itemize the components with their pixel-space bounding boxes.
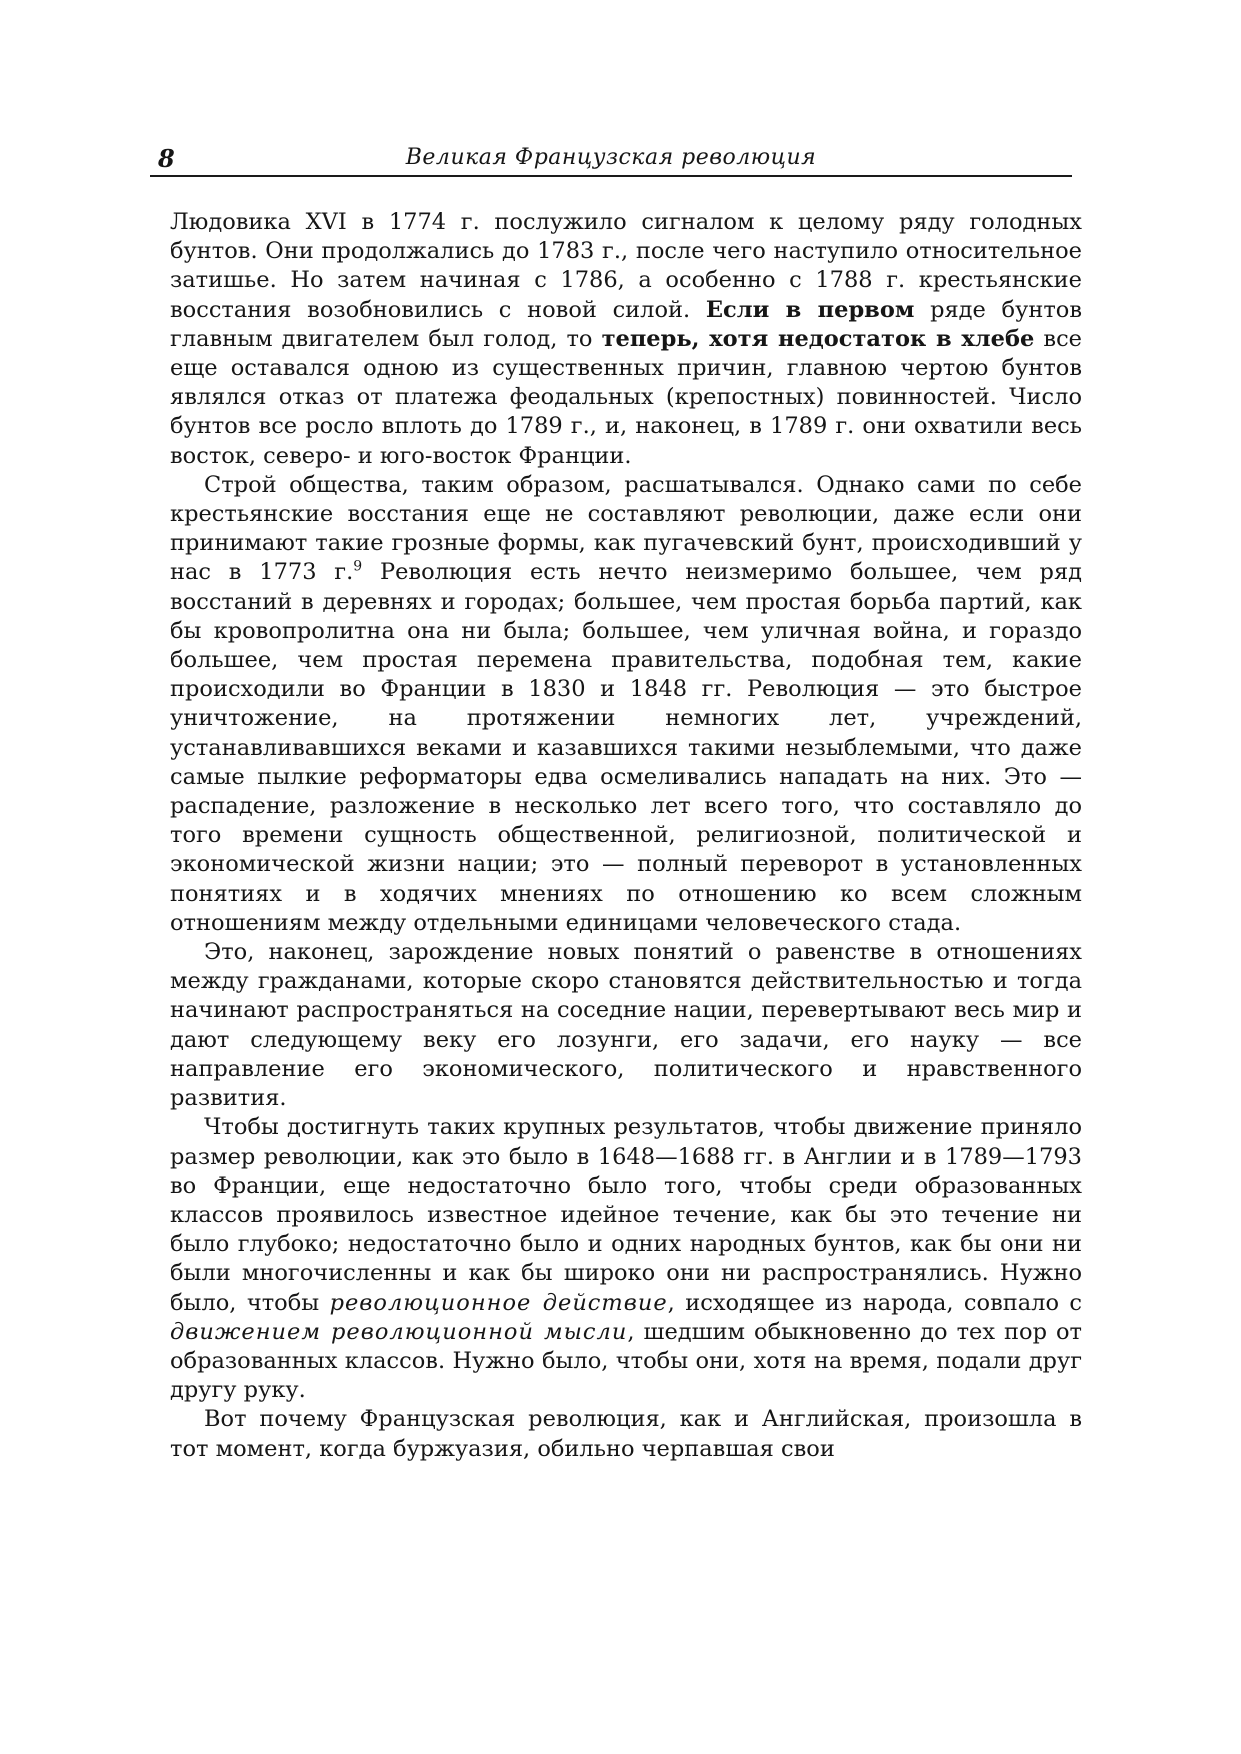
text-segment: , исходящее из народа, совпало с <box>667 1289 1083 1316</box>
paragraph <box>170 1405 1082 1463</box>
emphasis-text: революционное действие <box>329 1289 668 1316</box>
header-rule <box>150 175 1072 177</box>
text-segment: Это, наконец, зарождение новых понятий о равенстве в отношениях между гражданами, которые скоро становятся действительностью и тогда начинают распространяться на соседние нации, перевертывают весь мир и дают следующему веку его лозунги, его задачи, его науку — все направление его экономического, политического и нравственного развития. <box>170 939 1082 1112</box>
text-segment: Революция есть нечто неизмеримо большее, чем ряд восстаний в деревнях и городах; большее, чем простая борьба партий, как бы кровопролитна она ни была; большее, чем уличная война, и гораздо большее, чем простая перемена правительства, подобная тем, какие происходили во Франции в 1830 и 1848 гг. Революция — это быстрое уничтожение, на протяжении немногих лет, учреждений, устанавливавшихся веками и казавшихся такими незыблемыми, что даже самые пылкие реформаторы едва осмеливались нападать на них. Это — распадение, разложение в несколько лет всего того, что составляло до того времени сущность общественной, религиозной, политической и экономической жизни нации; это — полный переворот в установленных понятиях и в ходячих мнениях по отношению ко всем сложным отношениям между отдельными единицами человеческого стада. <box>170 559 1082 936</box>
text-segment: Если в первом <box>705 296 915 323</box>
footnote-marker: 9 <box>353 558 363 575</box>
text-segment: , шедшим обыкновенно до тех пор от образованных классов. Нужно было, чтобы они, хотя на время, подали друг другу руку. <box>170 1318 1082 1404</box>
text-segment: все еще оставался одною из существенных причин, главною чертою бунтов являлся отказ от платежа феодальных (крепостных) повинностей. Число бунтов все росло вплоть до 1789 г., и, наконец, в 1789 г. они охватили весь восток, северо- и юго-восток Франции. <box>170 325 1082 469</box>
body-text <box>170 208 1082 1464</box>
emphasis-text: движением революционной мысли <box>170 1318 628 1345</box>
running-title: Великая Французская революция <box>405 145 817 170</box>
page-number: 8 <box>158 144 175 173</box>
text-segment: Строй общества, таким образом, расшатывался. Однако сами по себе крестьянские восстания еще не составляют революции, даже если они принимают такие грозные формы, как пугачевский бунт, происходивший у нас в 1773 г. <box>170 471 1082 586</box>
paragraph <box>170 471 1082 938</box>
text-segment: Вот почему Французская революция, как и Английская, произошла в тот момент, когда буржуазия, обильно черпавшая свои <box>170 1406 1082 1462</box>
text-segment: Чтобы достигнуть таких крупных результатов, чтобы движение приняло размер революции, как это было в 1648—1688 гг. в Англии и в 1789—1793 во Франции, еще недостаточно было того, чтобы среди образованных классов проявилось известное идейное течение, как бы это течение ни было глубоко; недостаточно было и одних народных бунтов, как бы они ни были многочисленны и как бы широко они ни распространялись. Нужно было, чтобы <box>170 1114 1082 1316</box>
paragraph <box>170 938 1082 1113</box>
text-segment: ряде бунтов главным двигателем был голод, то <box>170 296 1082 352</box>
paragraph <box>170 208 1082 471</box>
running-head <box>150 138 1072 178</box>
paragraph <box>170 1113 1082 1405</box>
text-segment: Людовика XVI в 1774 г. послужило сигналом к целому ряду голодных бунтов. Они продолжались до 1783 г., после чего наступило относительное затишье. Но затем начиная с 1786, а особенно с 1788 г. крестьянские восстания возобновились с новой силой. <box>170 209 1082 323</box>
text-segment: теперь, хотя недостаток в хлебе <box>601 325 1035 352</box>
